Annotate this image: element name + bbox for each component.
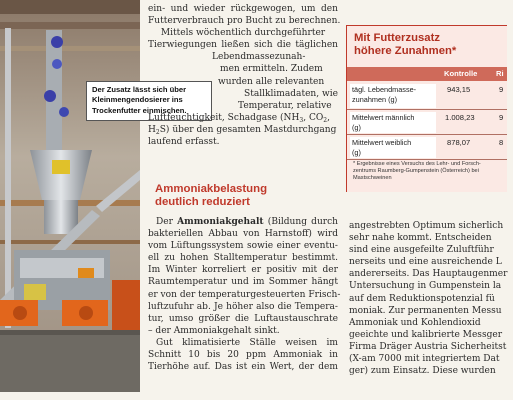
caption-line: Trockenfutter einmischen.: [92, 105, 187, 115]
text-line: Stallklimadaten, wie: [244, 88, 338, 99]
text-span: ,: [327, 112, 330, 123]
row-label-line: zunahmen (g): [352, 94, 398, 104]
text-line: – der Ammoniakgehalt sinkt.: [148, 325, 280, 336]
footnote-line: * Ergebnisse eines Versuchs des Lehr- und Forsch-: [353, 161, 481, 167]
column-header-kontrolle: Kontrolle: [444, 69, 478, 78]
infobox-footnote: [353, 161, 513, 183]
row-value: 878,07: [447, 138, 471, 147]
text-line: men ermitteln. Zudem: [220, 64, 323, 75]
text-line: wurden alle relevanten: [218, 76, 325, 87]
heading-line: deutlich reduziert: [155, 196, 250, 208]
infobox-title: [354, 32, 456, 58]
table-row: [347, 135, 507, 160]
bold-term: Ammoniakgehalt: [177, 217, 264, 227]
text-line: Firma Dräger Austria Sicherheitst: [349, 341, 507, 352]
product-photo: [0, 0, 140, 392]
text-span: Luftfeuchtigkeit, Schadgase (NH: [148, 112, 300, 123]
subscript: 2: [323, 116, 328, 124]
row-value: 943,15: [447, 85, 471, 94]
text-line: Gut klimatisierte Ställe weisen im: [156, 337, 338, 348]
text-line: ell zu hohen Stalltemperatur bestimmt.: [148, 253, 338, 264]
infobox-title-line: Mit Futterzusatz: [354, 32, 440, 44]
row-value-cut: 9: [499, 113, 504, 122]
text-line: er von der temperaturgesteuerten Frisch-: [148, 289, 341, 300]
text-line: Mittels wöchentlich durchgeführter: [160, 28, 326, 39]
text-line: Futterverbrauch pro Bucht zu berechnen.: [148, 16, 341, 27]
text-line: sehr nahe kommt. Entscheiden: [349, 233, 492, 244]
article-column-1: [148, 3, 341, 148]
text-line: Tierhöhe auf. Das ist ein Wert, der dem: [148, 362, 338, 373]
results-infobox: [346, 25, 507, 192]
text-span: (Bildung durch: [263, 217, 339, 227]
table-row: [347, 110, 507, 135]
text-line: Im Winter korreliert er positiv mit der: [148, 265, 338, 276]
row-label: [350, 112, 436, 133]
text-line: auf dem Reduktionspotenzial fü: [349, 293, 495, 304]
text-line: ger) zum Einsatz. Diese wurden: [349, 366, 496, 377]
column-header-ri: Ri: [496, 69, 504, 78]
text-line: bakteriellen Abbau von Harnstoff) wird: [148, 229, 338, 240]
row-label-line: tägl. Lebendmasse-: [352, 85, 417, 94]
row-label-line: (g): [352, 122, 361, 132]
subscript: 2: [155, 128, 160, 136]
table-header: [347, 67, 507, 81]
text-line: [148, 216, 338, 228]
infobox-title-line: höhere Zunahmen*: [354, 45, 457, 57]
text-line: luftzufuhr ab. Je höher also die Tempera-: [148, 301, 338, 312]
caption-line: Kleinmengendosierer ins: [92, 95, 183, 105]
text-line: Raumtemperatur und im Sommer hängt: [148, 277, 338, 288]
text-line: Ammoniak und Kohlendioxid: [349, 317, 481, 328]
text-line: Untersuchung in Gumpenstein la: [349, 281, 502, 292]
row-label: [350, 84, 436, 108]
text-line: Lebendmassezunah-: [212, 52, 306, 63]
row-value: 1.008,23: [445, 113, 475, 122]
row-label-line: Mittelwert männlich: [352, 113, 415, 122]
text-span: , CO: [303, 112, 324, 123]
text-span: Der: [156, 217, 178, 227]
text-line: tur, umso größer die Luftaustauschrate: [148, 313, 338, 324]
text-line: Schnitt 10 bis 20 ppm Ammoniak in: [148, 350, 338, 361]
text-line: andererseits. Das Hauptaugenmer: [349, 269, 508, 280]
text-line: angestrebten Optimum sicherlich: [349, 221, 504, 231]
text-line: sind eine ausgefeilte Zuluftführ: [349, 245, 494, 256]
article-column-1-bottom: [148, 216, 341, 373]
heading-line: Ammoniakbelastung: [155, 183, 268, 195]
text-line: Tierwiegungen ließen sich die täglichen: [148, 40, 338, 51]
text-line: ein- und wieder rückgewogen, um den: [148, 4, 338, 14]
row-value-cut: 8: [499, 138, 504, 147]
footnote-line: zentrums Raumberg-Gumpenstein (Österreich) bei: [353, 168, 479, 175]
text-line: nerseits und eine ausreichende L: [349, 257, 502, 268]
section-heading: [155, 183, 335, 209]
text-line: moniak. Zur permanenten Messu: [349, 305, 502, 316]
text-line: [148, 112, 338, 124]
row-label: [350, 137, 436, 158]
row-value-cut: 9: [499, 85, 504, 94]
text-line: Temperatur, relative: [238, 100, 332, 111]
text-line: laufend erfasst.: [148, 137, 220, 148]
row-label-line: (g): [352, 147, 361, 157]
text-line: geeichte und kalibrierte Messger: [349, 329, 503, 340]
article-column-2: [349, 220, 508, 377]
text-span: S) über den gesamten Mastdurchgang: [159, 124, 337, 135]
text-line: [148, 124, 338, 136]
text-line: vom Lüftungssystem sowie einer eventu-: [148, 241, 338, 252]
table-row: [347, 82, 507, 110]
text-line: (X-am 7000 mit integriertem Dat: [349, 354, 500, 365]
subscript: 3: [299, 116, 304, 124]
footnote-line: Mastschweinen: [353, 175, 392, 182]
text-span: H: [148, 124, 156, 135]
caption-line: Der Zusatz lässt sich über: [92, 85, 187, 94]
row-label-line: Mittelwert weiblich: [352, 138, 412, 147]
